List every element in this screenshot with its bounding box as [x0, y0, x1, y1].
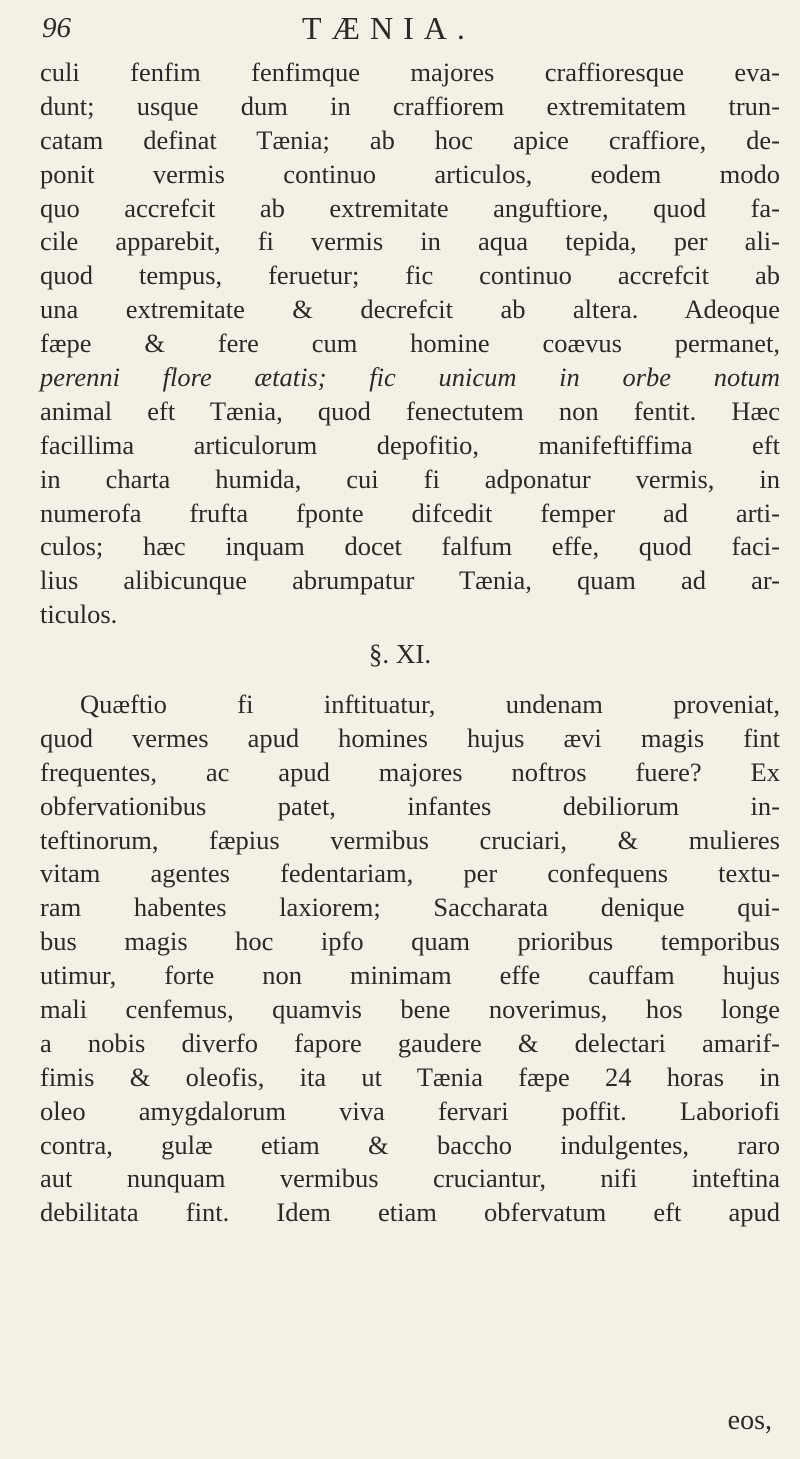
text-line: debilitata fint. Idem etiam obfervatum eft apud — [40, 1197, 780, 1228]
text-line: culi fenfim fenfimque majores craffioresque eva- — [40, 57, 780, 87]
page-number: 96 — [42, 12, 71, 44]
text-line: fimis & oleofis, ita ut Tænia fæpe 24 horas in — [40, 1061, 780, 1092]
text-line: bus magis hoc ipfo quam prioribus temporibus — [40, 926, 780, 957]
text-line: obfervationibus patet, infantes debiliorum in- — [40, 790, 780, 821]
text-line: animal eft Tænia, quod fenectutem non fentit. Hæc — [40, 395, 780, 426]
text-line: ram habentes laxiorem; Saccharata denique qui- — [40, 892, 780, 923]
italic-phrase: perenni flore ætatis; fic unicum in orbe notum — [40, 362, 780, 393]
text-line: facillima articulorum depofitio, manifeftiffima eft — [40, 429, 780, 460]
text-line: una extremitate & decrefcit ab altera. Adeoque — [40, 294, 780, 325]
text-line: numerofa frufta fponte difcedit femper ad arti- — [40, 497, 780, 528]
text-line: catam definat Tænia; ab hoc apice craffiore, de- — [40, 124, 780, 155]
text-line: lius alibicunque abrumpatur Tænia, quam ad ar- — [40, 565, 780, 596]
text-line: oleo amygdalorum viva fervari poffit. Laboriofi — [40, 1095, 780, 1126]
text-line: vitam agentes fedentariam, per confequens textu- — [40, 858, 780, 889]
page-header — [40, 10, 780, 54]
text-line: fæpe & fere cum homine coævus permanet, — [40, 328, 780, 359]
section-heading: §. XI. — [368, 639, 432, 669]
text-line-italic-phrase — [40, 361, 780, 395]
text-line: culos; hæc inquam docet falfum effe, quod faci- — [40, 531, 780, 562]
text-line: aut nunquam vermibus cruciantur, nifi inteftina — [40, 1163, 780, 1194]
text-line: Quæftio fi inftituatur, undenam proveniat, — [80, 689, 780, 719]
text-line: contra, gulæ etiam & baccho indulgentes, raro — [40, 1129, 780, 1160]
text-line: quo accrefcit ab extremitate anguftiore, quod fa- — [40, 192, 780, 223]
running-title: TÆNIA. — [302, 10, 475, 46]
text-line: ticulos. — [40, 599, 118, 630]
text-line: quod tempus, feruetur; fic continuo accrefcit ab — [40, 260, 780, 291]
text-line: utimur, forte non minimam effe cauffam hujus — [40, 960, 780, 991]
paragraph-1 — [40, 56, 780, 632]
catchword: eos, — [727, 1405, 772, 1436]
text-line: frequentes, ac apud majores noftros fuere? Ex — [40, 756, 780, 787]
text-line: ponit vermis continuo articulos, eodem modo — [40, 158, 780, 189]
text-line: a nobis diverfo fapore gaudere & delectari amarif- — [40, 1027, 780, 1058]
text-line: cile apparebit, fi vermis in aqua tepida, per ali- — [40, 226, 780, 257]
text-line: in charta humida, cui fi adponatur vermis, in — [40, 463, 780, 494]
text-line: dunt; usque dum in craffiorem extremitatem trun- — [40, 90, 780, 121]
text-line: quod vermes apud homines hujus ævi magis fint — [40, 722, 780, 753]
paragraph-2 — [40, 688, 780, 1230]
text-line: teftinorum, fæpius vermibus cruciari, & mulieres — [40, 824, 780, 855]
text-line: mali cenfemus, quamvis bene noverimus, hos longe — [40, 994, 780, 1025]
